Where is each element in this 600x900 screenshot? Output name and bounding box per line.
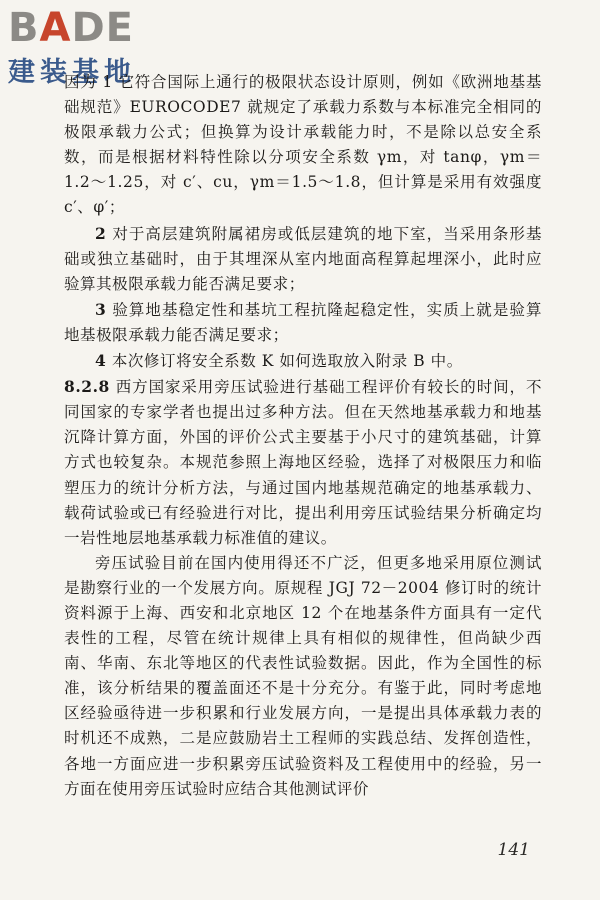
- item-number: 3: [95, 299, 107, 319]
- item-number: 2: [95, 223, 107, 243]
- paragraph-item-4: [64, 348, 542, 374]
- paragraph-text: 西方国家采用旁压试验进行基础工程评价有较长的时间，不同国家的专家学者也提出过多种方法。但在天然地基承载力和地基沉降计算方面，外国的评价公式主要基于小尺寸的建筑基础，计算方式也较复杂。本规范参照上海地区经验，选择了对极限压力和临塑压力的统计分析方法，与通过国内地基规范确定的地基承载力、载荷试验或已有经验进行对比，提出利用旁压试验结果分析确定均一岩性地层地基承载力标准值的建议。: [64, 378, 542, 547]
- brand-prefix: B: [8, 5, 40, 51]
- paragraph-text: 本次修订将安全系数 K 如何选取放入附录 B 中。: [111, 352, 463, 371]
- body-text: [64, 70, 542, 802]
- clause-8-2-8: [64, 374, 542, 551]
- paragraph-text: 因为 1 它符合国际上通行的极限状态设计原则，例如《欧洲地基基础规范》EUROCODE7 就规定了承载力系数与本标准完全相同的极限承载力公式；但换算为设计承载能力时，不是除以总安全系数，而是根据材料特性除以分项安全系数 γm，对 tanφ，γm＝1.2～1.25，对 c′、cu，γm＝1.5～1.8，但计算是采用有效强度 c′、φ′；: [64, 73, 542, 217]
- brand-suffix: DE: [71, 5, 134, 51]
- paragraph-text: 验算地基稳定性和基坑工程抗隆起稳定性，实质上就是验算地基极限承载力能否满足要求；: [64, 300, 542, 344]
- paragraph-item-3: [64, 297, 542, 348]
- paragraph-item-2: [64, 221, 542, 297]
- paragraph-pressuremeter: [64, 551, 542, 802]
- paragraph-item-1: [64, 70, 542, 221]
- paragraph-text: 旁压试验目前在国内使用得还不广泛，但更多地采用原位测试是勘察行业的一个发展方向。原规程 JGJ 72－2004 修订时的统计资料源于上海、西安和北京地区 12 个在地基条件方面具有一定代表性的工程，尽管在统计规律上具有相似的规律性，但尚缺少西南、华南、东北等地区的代表性试验数据。因此，作为全国性的标准，该分析结果的覆盖面还不是十分充分。有鉴于此，同时考虑地区经验亟待进一步积累和行业发展方向，一是提出具体承载力表的时机还不成熟，二是应鼓励岩土工程师的实践总结、发挥创造性，各地一方面应进一步积累旁压试验资料及工程使用中的经验，另一方面在使用旁压试验时应结合其他测试评价: [64, 553, 542, 798]
- clause-number: 8.2.8: [64, 377, 110, 397]
- brand-a: A: [39, 5, 72, 51]
- item-number: 4: [95, 351, 107, 371]
- page-number: 141: [497, 840, 530, 860]
- watermark-brand: [8, 4, 134, 52]
- watermark-chinese-name: 建装基地: [8, 57, 136, 88]
- paragraph-text: 对于高层建筑附属裙房或低层建筑的地下室，当采用条形基础或独立基础时，由于其埋深从室内地面高程算起埋深小，此时应验算其极限承载力能否满足要求；: [64, 224, 542, 293]
